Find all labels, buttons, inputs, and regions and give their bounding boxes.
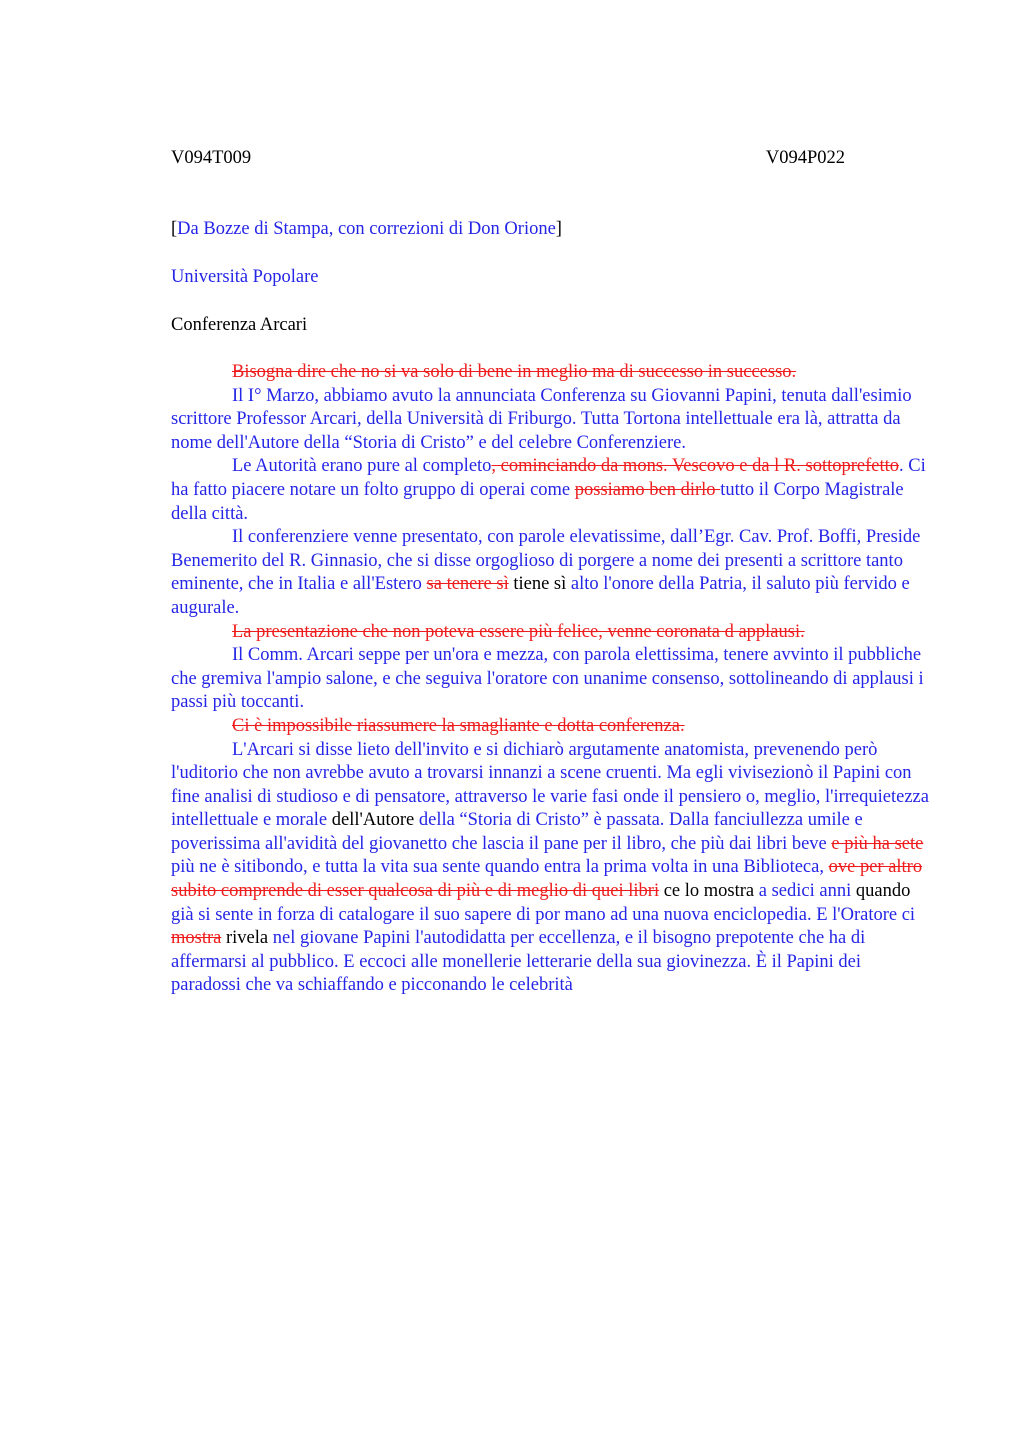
text-run: Le Autorità erano pure al completo xyxy=(232,456,492,477)
paragraph-6 xyxy=(171,715,929,739)
text-run: rivela xyxy=(221,928,273,949)
paragraph-3 xyxy=(171,526,929,620)
paragraph-4 xyxy=(171,621,929,645)
text-run: sa tenere sì xyxy=(426,574,509,595)
text-run: della “Storia di Cristo” è passata. Dalla fanciullezza umile e poverissima all'avidità del giovanetto che lascia il pane per il libro, che più dai libri beve xyxy=(171,810,863,854)
text-run: Il Comm. Arcari seppe per un'ora e mezza, con parola elettissima, tenere avvinto il pubbliche che gremiva l'ampio salone, e che seguiva l'oratore con unanime consenso, sottolineando di applausi i passi più toccanti. xyxy=(171,645,924,713)
text-run: ove per altro subito comprende di esser qualcosa di più e di meglio di quei libri xyxy=(171,857,923,902)
paragraph-2 xyxy=(171,455,929,526)
text-run: tiene sì xyxy=(508,574,571,595)
left-code: V094T009 xyxy=(171,148,252,168)
paragraph-1 xyxy=(171,385,929,456)
header-codes xyxy=(171,146,845,170)
text-run: L'Arcari si disse lieto dell'invito e si dichiarò argutamente anatomista, prevenendo però l'uditorio che non avrebbe avuto a trovarsi innanzi a scene cruenti. Ma egli vivisezionò il Papini con fine analisi di studioso e di pensatore, attraverso le varie fasi onde il pensiero o, meglio, l'irrequietezza intellettuale e morale xyxy=(171,739,929,831)
source-note xyxy=(171,217,562,241)
text-run: La presentazione che non poteva essere più felice, venne coronata d applausi. xyxy=(232,621,805,642)
text-run: ce lo mostra xyxy=(659,881,759,902)
text-run: Ci è impossibile riassumere la smagliante e dotta conferenza. xyxy=(232,715,685,736)
text-run: Bisogna dire che no si va solo di bene in meglio ma di successo in successo. xyxy=(232,362,797,382)
article-body xyxy=(171,361,929,998)
paragraph-7 xyxy=(171,739,929,999)
text-run: tutto il Corpo Magistrale della città. xyxy=(171,479,904,524)
text-run: nel giovane Papini l'autodidatta per eccellenza, e il bisogno prepotente che ha di affermarsi al pubblico. E eccoci alle monellerie letterarie della sua giovinezza. È il Papini dei paradossi che va schiaffando e picconando le celebrità xyxy=(171,928,866,996)
text-run: mostra xyxy=(171,928,222,949)
note-close-bracket: ] xyxy=(555,219,562,239)
text-run: già si sente in forza di catalogare il suo sapere di por mano ad una nuova enciclopedia. E l'Oratore ci xyxy=(171,904,916,925)
text-run: Il I° Marzo, abbiamo avuto la annunciata Conferenza su Giovanni Papini, tenuta dall'esimio scrittore Professor Arcari, della Università di Friburgo. Tutta Tortona intellettuale era là, attratta da nome dell'Autore della “Storia di Cristo” e del celebre Conferenziere. xyxy=(171,385,912,453)
text-run: dell'Autore xyxy=(331,810,415,831)
right-code: V094P022 xyxy=(765,148,845,168)
text-run: Il conferenziere venne presentato, con parole elevatissime, dall’Egr. Cav. Prof. Boffi, Preside Benemerito del R. Ginnasio, che si disse orgoglioso di porgere a nome dei presenti a scrittore tanto eminente, che in Italia e all'Estero xyxy=(171,527,921,595)
paragraph-0 xyxy=(171,361,929,385)
text-run: , cominciando da mons. Vescovo e da l R. sottoprefetto xyxy=(491,456,900,477)
note-text: Da Bozze di Stampa, con correzioni di Don Orione xyxy=(177,219,556,239)
text-run: possiamo ben dirlo xyxy=(574,479,721,500)
document-title: Conferenza Arcari xyxy=(171,315,308,335)
note-open-bracket: [ xyxy=(171,219,178,239)
text-run: quando xyxy=(855,881,911,902)
text-run: a sedici anni xyxy=(758,881,856,902)
text-run: alto l'onore della Patria, il saluto più fervido e augurale. xyxy=(171,574,910,618)
text-run: più ne è sitibondo, e tutta la vita sua sente quando entra la prima volta in una Biblioteca, xyxy=(171,857,829,878)
paragraph-5 xyxy=(171,644,929,715)
text-run: e più ha sete xyxy=(831,833,924,854)
text-run: . Ci ha fatto piacere notare un folto gruppo di operai come xyxy=(171,456,926,500)
section-title: Università Popolare xyxy=(171,267,319,287)
